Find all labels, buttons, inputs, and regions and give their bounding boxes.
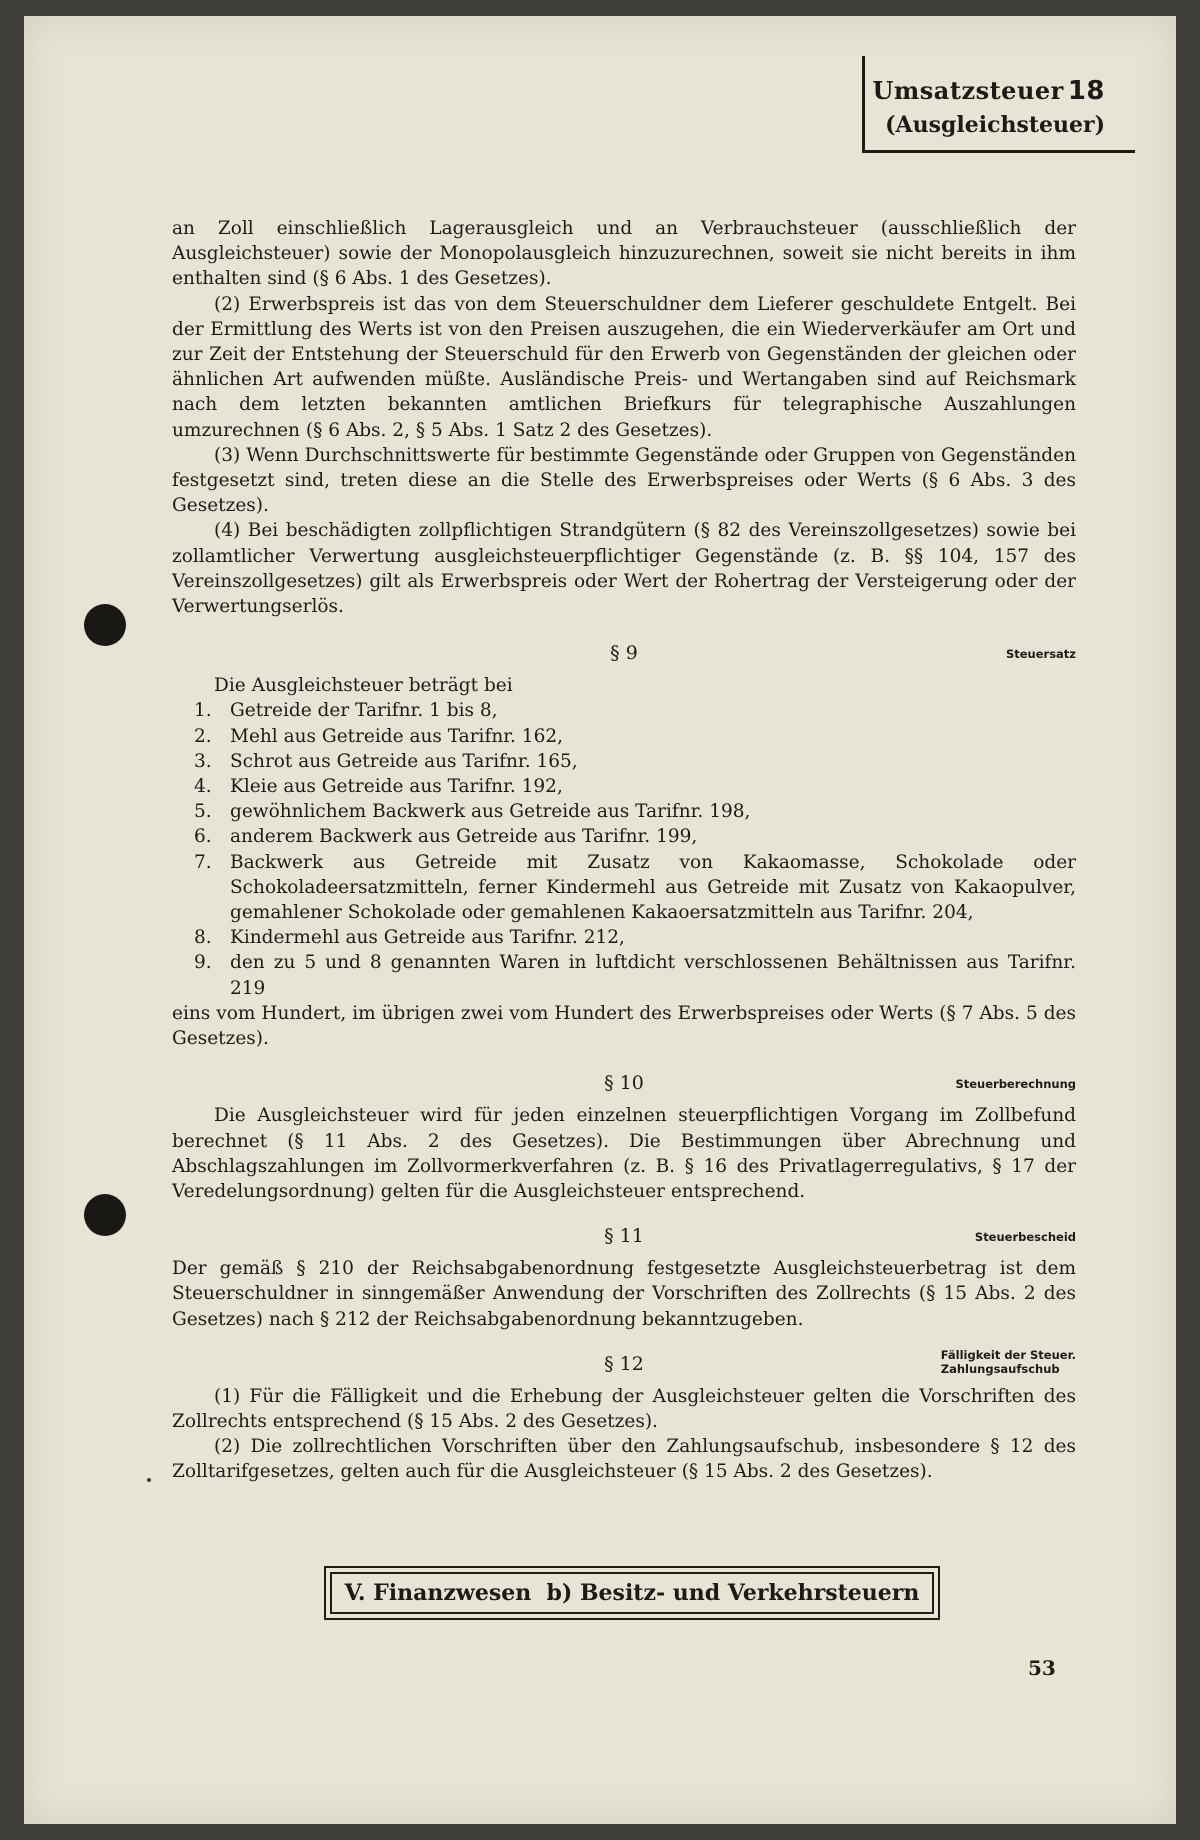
section-margin-note: Steuerberechnung <box>955 1077 1076 1092</box>
section-number: § 12 <box>604 1352 644 1375</box>
punch-hole-bottom <box>84 1194 126 1236</box>
list-item-text: den zu 5 und 8 genannten Waren in luftdicht verschlossenen Behältnissen aus Tarifnr. 219 <box>230 952 1076 999</box>
document-body <box>172 216 1076 1485</box>
list-item-text: Mehl aus Getreide aus Tarifnr. 162, <box>230 725 563 747</box>
section-heading <box>172 1216 1076 1256</box>
footer-label: V. Finanzwesen b) Besitz- und Verkehrsteuern <box>330 1572 934 1614</box>
list-item-number: 2. <box>194 725 212 747</box>
list-item <box>172 698 1076 723</box>
list-item-number: 4. <box>194 776 212 798</box>
rate-list <box>172 698 1076 1000</box>
page-number: 53 <box>1028 1656 1056 1680</box>
header-title-text: Umsatzsteuer <box>872 76 1064 105</box>
header-subtitle: (Ausgleichsteuer) <box>885 112 1105 138</box>
list-item-number: 5. <box>194 801 212 823</box>
paragraph: (2) Die zollrechtlichen Vorschriften über den Zahlungsaufschub, insbesondere § 12 des Zolltarifgesetzes, gelten auch für die Ausgleichsteuer (§ 15 Abs. 2 des Gesetzes). <box>172 1436 1076 1483</box>
header-title <box>872 76 1105 106</box>
section-heading <box>172 1063 1076 1103</box>
list-item <box>172 925 1076 950</box>
section-margin-note: Steuerbescheid <box>974 1230 1076 1245</box>
list-item-number: 8. <box>194 927 212 949</box>
list-item-text: gewöhnlichem Backwerk aus Getreide aus Tarifnr. 198, <box>230 801 751 823</box>
list-item-number: 1. <box>194 700 212 722</box>
list-item-text: anderem Backwerk aus Getreide aus Tarifnr. 199, <box>230 826 698 848</box>
paragraph: (1) Für die Fälligkeit und die Erhebung der Ausgleichsteuer gelten die Vorschriften des Zollrechts entsprechend (§ 15 Abs. 2 des Gesetzes). <box>172 1385 1076 1432</box>
paragraph: (4) Bei beschädigten zollpflichtigen Strandgütern (§ 82 des Vereinszollgesetzes) sowie bei zollamtlicher Verwertung ausgleichsteuerpflichtiger Gegenstände (z. B. §§ 104, 157 des Vereinszollgesetzes) gilt als Erwerbspreis oder Wert der Rohertrag der Versteigerung oder der Verwertungserlös. <box>172 520 1076 618</box>
section-number: § 10 <box>604 1072 644 1095</box>
list-item-number: 6. <box>194 826 212 848</box>
list-item-text: Schrot aus Getreide aus Tarifnr. 165, <box>230 750 578 772</box>
list-item-number: 3. <box>194 750 212 772</box>
list-item-number: 7. <box>194 851 212 873</box>
list-item-text: Kindermehl aus Getreide aus Tarifnr. 212, <box>230 927 625 949</box>
list-intro: Die Ausgleichsteuer beträgt bei <box>214 675 513 697</box>
margin-note-line: Zahlungsaufschub <box>940 1361 1060 1376</box>
punch-hole-top <box>84 604 126 646</box>
list-item-text: Backwerk aus Getreide mit Zusatz von Kakaomasse, Schokolade oder Schokoladeersatzmitteln, ferner Kindermehl aus Getreide mit Zusatz von Kakaopulver, gemahlener Schokolade oder gemahlenen Kakaoersatzmitteln aus Tarifnr. 204, <box>230 851 1076 924</box>
header-box <box>862 56 1135 153</box>
list-item <box>172 950 1076 1000</box>
paragraph: Der gemäß § 210 der Reichsabgabenordnung festgesetzte Ausgleichsteuerbetrag ist dem Steuerschuldner in sinngemäßer Anwendung der Vorschriften des Zollrechts (§ 15 Abs. 2 des Gesetzes) nach § 212 der Reichsabgabenordnung bekanntzugeben. <box>172 1258 1076 1330</box>
paragraph: (3) Wenn Durchschnittswerte für bestimmte Gegenstände oder Gruppen von Gegenständen festgesetzt sind, treten diese an die Stelle des Erwerbspreises oder Werts (§ 6 Abs. 3 des Gesetzes). <box>172 444 1076 517</box>
list-item <box>172 749 1076 774</box>
section-number: § 11 <box>604 1225 644 1248</box>
list-item <box>172 799 1076 824</box>
list-item-text: Kleie aus Getreide aus Tarifnr. 192, <box>230 776 563 798</box>
paper-speck <box>147 1478 151 1482</box>
paragraph: eins vom Hundert, im übrigen zwei vom Hundert des Erwerbspreises oder Werts (§ 7 Abs. 5 des Gesetzes). <box>172 1002 1076 1050</box>
list-item-number: 9. <box>194 952 212 974</box>
list-item-text: Getreide der Tarifnr. 1 bis 8, <box>230 700 498 722</box>
list-item <box>172 850 1076 926</box>
section-margin-note <box>941 1348 1076 1376</box>
section-heading <box>172 1344 1076 1384</box>
paragraph: an Zoll einschließlich Lagerausgleich und an Verbrauchsteuer (ausschließlich der Ausgleichsteuer) sowie der Monopolausgleich hinzuzurechnen, soweit sie nicht bereits in ihm enthalten sind (§ 6 Abs. 1 des Gesetzes). <box>172 218 1076 290</box>
header-number: 18 <box>1067 76 1105 106</box>
footer-box <box>324 1566 940 1620</box>
list-item <box>172 724 1076 749</box>
list-item <box>172 774 1076 799</box>
list-item <box>172 824 1076 849</box>
section-heading <box>172 633 1076 673</box>
section-margin-note: Steuersatz <box>1005 647 1076 662</box>
margin-note-line: Fälligkeit der Steuer. <box>940 1347 1076 1362</box>
section-number: § 9 <box>610 642 638 665</box>
paragraph: Die Ausgleichsteuer wird für jeden einzelnen steuerpflichtigen Vorgang im Zollbefund berechnet (§ 11 Abs. 2 des Gesetzes). Die Bestimmungen über Abrechnung und Abschlagszahlungen im Zollvormerkverfahren (z. B. § 16 des Privatlagerregulativs, § 17 der Veredelungsordnung) gelten für die Ausgleichsteuer entsprechend. <box>172 1105 1076 1202</box>
document-page <box>24 16 1176 1824</box>
paragraph: (2) Erwerbspreis ist das von dem Steuerschuldner dem Lieferer geschuldete Entgelt. Bei der Ermittlung des Werts ist von den Preisen auszugehen, die ein Wiederverkäufer am Ort und zur Zeit der Entstehung der Steuerschuld für den Erwerb von Gegenständen der gleichen oder ähnlichen Art aufwenden müßte. Ausländische Preis- und Wertangaben sind auf Reichsmark nach dem letzten bekannten amtlichen Briefkurs für telegraphische Auszahlungen umzurechnen (§ 6 Abs. 2, § 5 Abs. 1 Satz 2 des Gesetzes). <box>172 293 1076 441</box>
